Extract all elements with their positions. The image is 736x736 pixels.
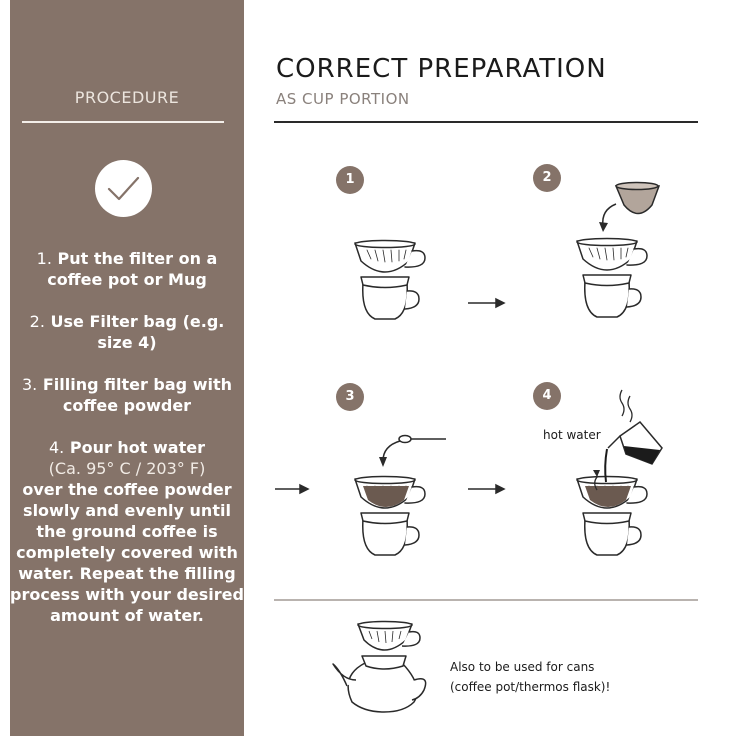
step-badge-2: 2 bbox=[533, 164, 561, 192]
section-divider bbox=[274, 599, 698, 601]
hot-water-label: hot water bbox=[543, 428, 601, 442]
page-title: CORRECT PREPARATION bbox=[276, 54, 607, 84]
procedure-heading: PROCEDURE bbox=[74, 88, 180, 107]
cup-with-filter-illustration-1 bbox=[355, 241, 425, 320]
kettle-icon bbox=[608, 422, 662, 464]
arrow-right-icon bbox=[275, 485, 308, 493]
step-detail: over the coffee powder slowly and evenly until the ground coffee is completely covered with water. Repeat the filling process with your desired amount of water. bbox=[10, 480, 244, 625]
step-badge-3: 3 bbox=[336, 383, 364, 411]
cup-with-filter-illustration-2 bbox=[577, 183, 659, 318]
step-text: Put the filter on a coffee pot or Mug bbox=[47, 249, 218, 289]
cup-with-filter-illustration-3 bbox=[355, 436, 446, 556]
steam-icon bbox=[620, 390, 632, 422]
page-subtitle: AS CUP PORTION bbox=[276, 90, 410, 108]
step-badge-1: 1 bbox=[336, 166, 364, 194]
step-temperature: (Ca. 95° C / 203° F) bbox=[48, 459, 206, 478]
step-number: 1. bbox=[36, 249, 52, 268]
usage-note-line-2: (coffee pot/thermos flask)! bbox=[450, 680, 611, 694]
teapot-with-filter-illustration bbox=[333, 622, 426, 713]
usage-note-line-1: Also to be used for cans bbox=[450, 660, 595, 674]
step-text: Filling filter bag with coffee powder bbox=[42, 375, 232, 415]
step-number: 4. bbox=[49, 438, 65, 457]
cup-with-filter-illustration-4 bbox=[577, 390, 662, 555]
step-badge-4: 4 bbox=[533, 382, 561, 410]
step-number: 3. bbox=[21, 375, 38, 394]
step-text: Use Filter bag (e.g. size 4) bbox=[50, 312, 225, 352]
usage-note bbox=[450, 657, 610, 697]
step-number: 2. bbox=[29, 312, 45, 331]
arrow-right-icon bbox=[468, 299, 504, 307]
step-text: Pour hot water bbox=[69, 438, 205, 457]
arrow-right-icon bbox=[468, 485, 504, 493]
